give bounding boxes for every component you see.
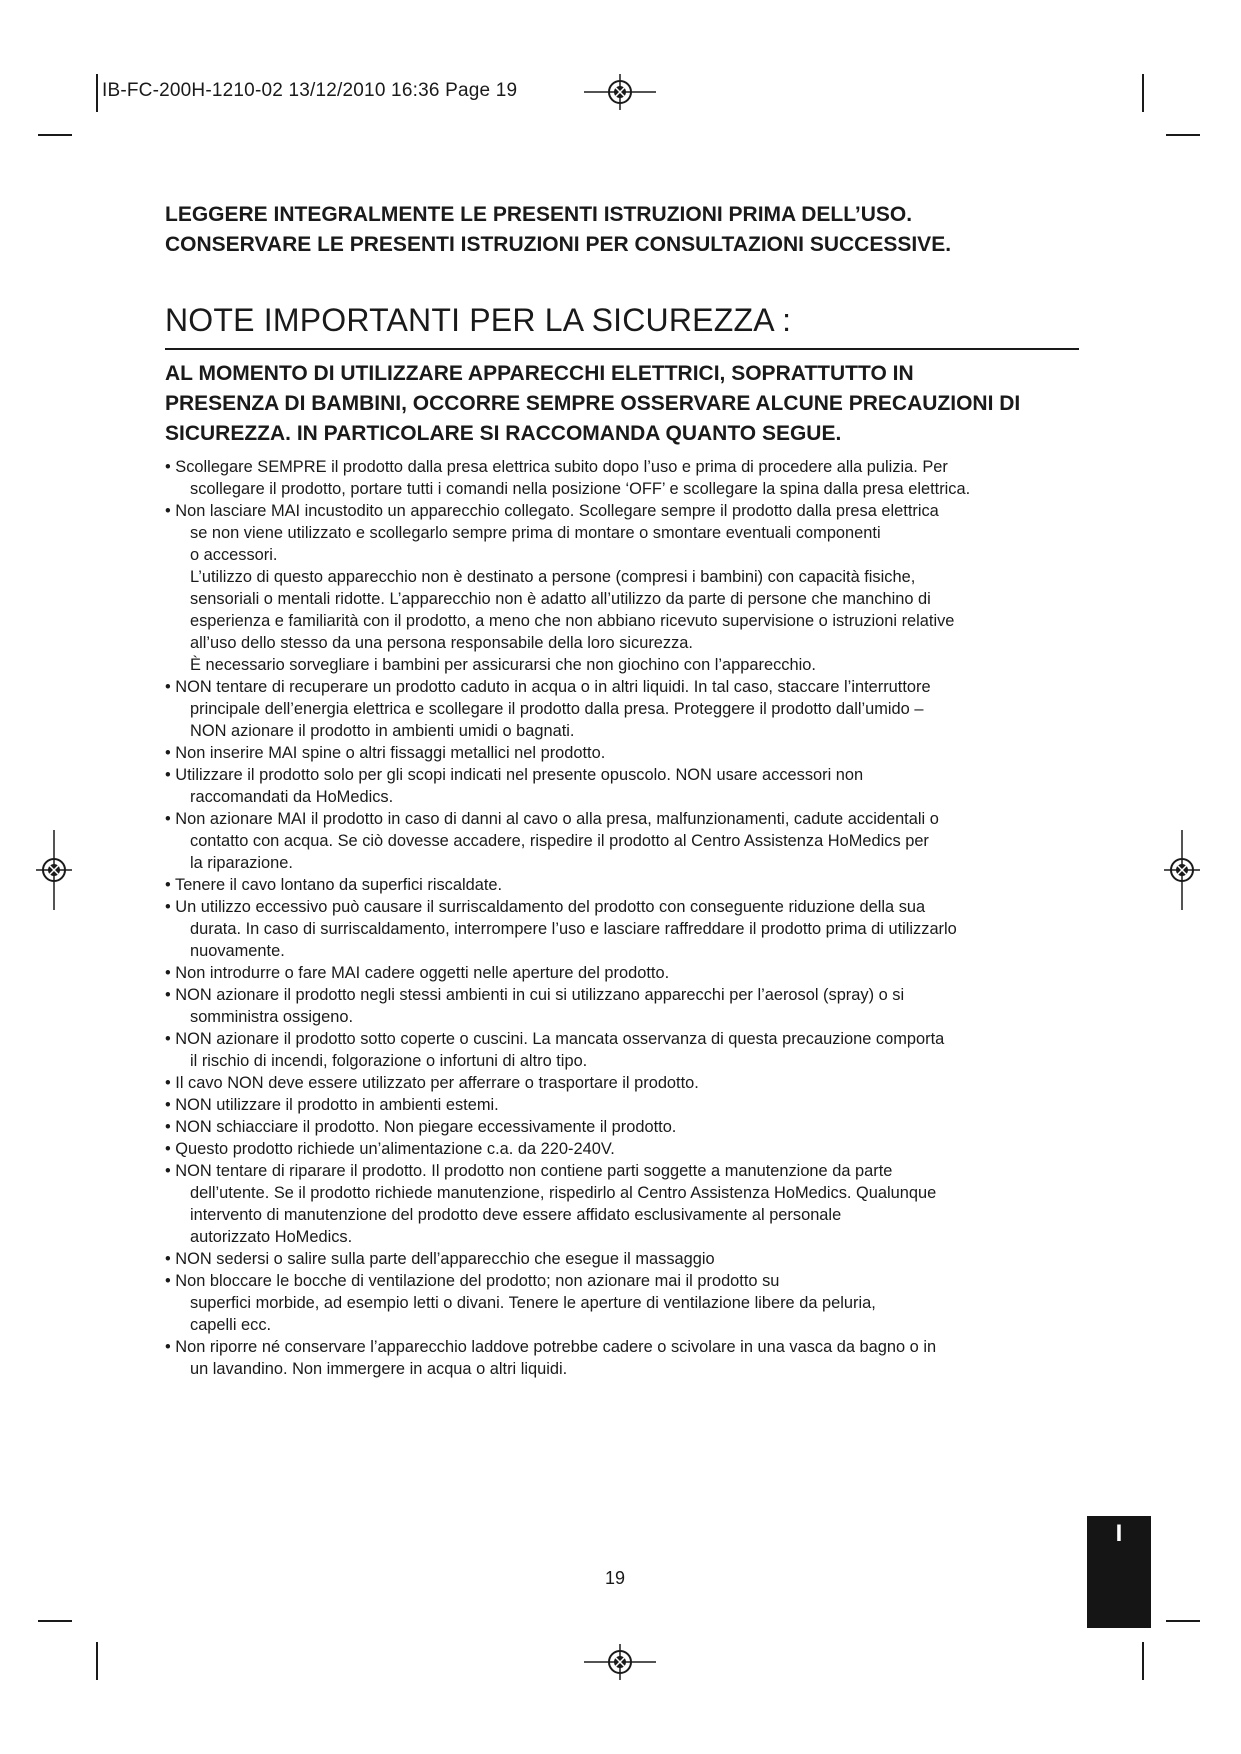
language-tab: I <box>1087 1516 1151 1628</box>
safety-item-text: • Tenere il cavo lontano da superfici riscaldate. <box>165 876 503 894</box>
safety-item <box>165 896 1095 962</box>
safety-item-continuation: all’uso dello stesso da una persona responsabile della loro sicurezza. <box>190 634 693 652</box>
safety-item-text: • NON utilizzare il prodotto in ambienti estemi. <box>165 1096 499 1114</box>
safety-item <box>165 962 1095 984</box>
safety-item-text: • NON azionare il prodotto negli stessi ambienti in cui si utilizzano apparecchi per l’aerosol (spray) o si <box>165 986 905 1004</box>
intro-instructions <box>165 200 1095 260</box>
safety-item-text: • NON sedersi o salire sulla parte dell’apparecchio che esegue il massaggio <box>165 1250 715 1268</box>
safety-item-continuation: nuovamente. <box>190 942 285 960</box>
safety-item-continuation: esperienza e familiarità con il prodotto, a meno che non abbiano ricevuto supervisione o istruzioni relative <box>190 612 955 630</box>
safety-item <box>165 1138 1095 1160</box>
safety-item-continuation: o accessori. <box>190 546 278 564</box>
safety-item-continuation: scollegare il prodotto, portare tutti i comandi nella posizione ‘OFF’ e scollegare la spina dalla presa elettrica. <box>190 480 971 498</box>
safety-item-continuation: se non viene utilizzato e scollegarlo sempre prima di montare o smontare eventuali componenti <box>190 524 881 542</box>
safety-item <box>165 1336 1095 1380</box>
safety-item-text: • Non azionare MAI il prodotto in caso di danni al cavo o alla presa, malfunzionamenti, cadute accidentali o <box>165 810 939 828</box>
safety-item-continuation: raccomandati da HoMedics. <box>190 788 394 806</box>
safety-item-continuation: somministra ossigeno. <box>190 1008 354 1026</box>
safety-item <box>165 1094 1095 1116</box>
safety-item <box>165 456 1095 500</box>
safety-item-continuation: L’utilizzo di questo apparecchio non è destinato a persone (compresi i bambini) con capacità fisiche, <box>190 568 916 586</box>
safety-item-continuation: intervento di manutenzione del prodotto deve essere affidato esclusivamente al personale <box>190 1206 842 1224</box>
registration-mark-left-icon <box>32 830 76 910</box>
registration-mark-bottom-icon <box>584 1640 656 1684</box>
crop-mark-top-left-vertical <box>96 74 98 112</box>
safety-item-continuation: dell’utente. Se il prodotto richiede manutenzione, rispedirlo al Centro Assistenza HoMedics. Qualunque <box>190 1184 937 1202</box>
safety-item-continuation: NON azionare il prodotto in ambienti umidi o bagnati. <box>190 722 575 740</box>
section-title: NOTE IMPORTANTI PER LA SICUREZZA : <box>165 300 1079 350</box>
safety-item-text: • NON azionare il prodotto sotto coperte o cuscini. La mancata osservanza di questa precauzione comporta <box>165 1030 945 1048</box>
safety-item-text: • Utilizzare il prodotto solo per gli scopi indicati nel presente opuscolo. NON usare accessori non <box>165 766 864 784</box>
safety-item-continuation: capelli ecc. <box>190 1316 272 1334</box>
safety-item-text: • NON schiacciare il prodotto. Non piegare eccessivamente il prodotto. <box>165 1118 677 1136</box>
safety-item-continuation: il rischio di incendi, folgorazione o infortuni di altro tipo. <box>190 1052 588 1070</box>
crop-mark-bottom-right-vertical <box>1142 1642 1144 1680</box>
intro-line: CONSERVARE LE PRESENTI ISTRUZIONI PER CONSULTAZIONI SUCCESSIVE. <box>165 233 952 256</box>
crop-mark-top-left-horizontal <box>38 134 72 136</box>
safety-item <box>165 984 1095 1028</box>
safety-item <box>165 764 1095 808</box>
safety-instructions-list <box>165 456 1095 1380</box>
safety-item-text: • Scollegare SEMPRE il prodotto dalla presa elettrica subito dopo l’uso e prima di procedere alla pulizia. Per <box>165 458 948 476</box>
safety-item <box>165 1270 1095 1336</box>
safety-item-text: • NON tentare di riparare il prodotto. Il prodotto non contiene parti soggette a manutenzione da parte <box>165 1162 893 1180</box>
safety-item-continuation: contatto con acqua. Se ciò dovesse accadere, rispedire il prodotto al Centro Assistenza HoMedics per <box>190 832 929 850</box>
safety-warning <box>165 359 1095 449</box>
safety-item <box>165 1072 1095 1094</box>
safety-item-text: • Questo prodotto richiede un’alimentazione c.a. da 220-240V. <box>165 1140 615 1158</box>
safety-item-text: • Non bloccare le bocche di ventilazione del prodotto; non azionare mai il prodotto su <box>165 1272 780 1290</box>
safety-item-continuation: durata. In caso di surriscaldamento, interrompere l’uso e lasciare raffreddare il prodotto prima di utilizzarlo <box>190 920 957 938</box>
safety-item-text: • NON tentare di recuperare un prodotto caduto in acqua o in altri liquidi. In tal caso, staccare l’interruttore <box>165 678 931 696</box>
safety-item <box>165 1116 1095 1138</box>
warning-line: SICUREZZA. IN PARTICOLARE SI RACCOMANDA QUANTO SEGUE. <box>165 422 842 445</box>
intro-line: LEGGERE INTEGRALMENTE LE PRESENTI ISTRUZIONI PRIMA DELL’USO. <box>165 203 913 226</box>
safety-item <box>165 808 1095 874</box>
crop-mark-bottom-left-vertical <box>96 1642 98 1680</box>
crop-mark-top-right-vertical <box>1142 74 1144 112</box>
safety-item-text: • Non lasciare MAI incustodito un apparecchio collegato. Scollegare sempre il prodotto dalla presa elettrica <box>165 502 939 520</box>
safety-item-continuation: sensoriali o mentali ridotte. L’apparecchio non è adatto all’utilizzo da parte di persone che manchino di <box>190 590 931 608</box>
safety-item-text: • Non introdurre o fare MAI cadere oggetti nelle aperture del prodotto. <box>165 964 670 982</box>
safety-item <box>165 874 1095 896</box>
safety-item-continuation: superfici morbide, ad esempio letti o divani. Tenere le aperture di ventilazione libere da peluria, <box>190 1294 876 1312</box>
safety-item <box>165 676 1095 742</box>
safety-item <box>165 1028 1095 1072</box>
safety-item-continuation: autorizzato HoMedics. <box>190 1228 353 1246</box>
safety-item-continuation: la riparazione. <box>190 854 293 872</box>
crop-mark-bottom-right-horizontal <box>1166 1620 1200 1622</box>
warning-line: AL MOMENTO DI UTILIZZARE APPARECCHI ELETTRICI, SOPRATTUTTO IN <box>165 362 914 385</box>
safety-item-continuation: un lavandino. Non immergere in acqua o altri liquidi. <box>190 1360 568 1378</box>
crop-mark-bottom-left-horizontal <box>38 1620 72 1622</box>
safety-item-continuation: principale dell’energia elettrica e scollegare il prodotto dalla presa. Proteggere il prodotto dall’umido – <box>190 700 924 718</box>
page-number: 19 <box>605 1568 626 1588</box>
safety-item-text: • Un utilizzo eccessivo può causare il surriscaldamento del prodotto con conseguente riduzione della sua <box>165 898 926 916</box>
safety-item-text: • Non inserire MAI spine o altri fissaggi metallici nel prodotto. <box>165 744 606 762</box>
safety-item <box>165 500 1095 676</box>
crop-mark-top-right-horizontal <box>1166 134 1200 136</box>
safety-item <box>165 1160 1095 1248</box>
warning-line: PRESENZA DI BAMBINI, OCCORRE SEMPRE OSSERVARE ALCUNE PRECAUZIONI DI <box>165 392 1021 415</box>
safety-item-text: • Non riporre né conservare l’apparecchio laddove potrebbe cadere o scivolare in una vasca da bagno o in <box>165 1338 937 1356</box>
safety-item-text: • Il cavo NON deve essere utilizzato per afferrare o trasportare il prodotto. <box>165 1074 699 1092</box>
print-slug: IB-FC-200H-1210-02 13/12/2010 16:36 Page 19 <box>102 80 518 101</box>
safety-item-continuation: È necessario sorvegliare i bambini per assicurarsi che non giochino con l’apparecchio. <box>190 656 816 674</box>
safety-item <box>165 1248 1095 1270</box>
safety-item <box>165 742 1095 764</box>
registration-mark-right-icon <box>1160 830 1204 910</box>
registration-mark-top-icon <box>584 70 656 114</box>
